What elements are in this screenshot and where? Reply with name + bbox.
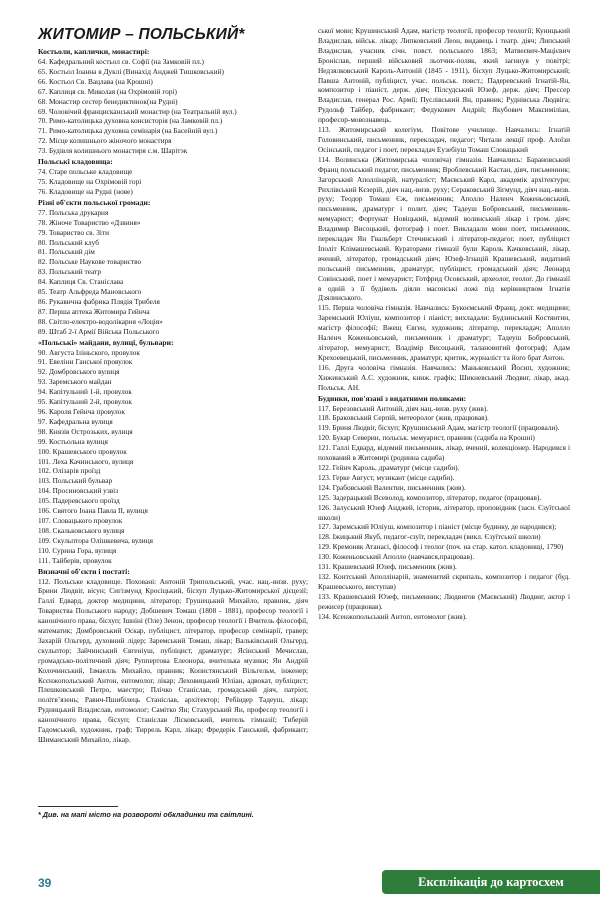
list-item: 93. Заремського майдан bbox=[38, 377, 112, 387]
list-item: 82. Польське Наукове товариство bbox=[38, 257, 142, 267]
list-item: 115. Перша чоловіча гімназія. Навчались: Букоємський Франц, докт. медицини; Заремський Юліуш, композитор і піаніст; вихладали: Будзинський Костянтин, магістр філософії; Вжещ Євген, художник; літератор, перекладач; Аполло Наленч Коженьовський, письменник і драматург; Тадеуш Бобровський, літератор, мемуарист; Владімір Висоцький, талановитий фотограф; Адам Крехоевецький, письменник, драматург, критик, журналіст та його брат Антон. bbox=[318, 303, 570, 362]
list-item: 88. Світло-електро-водолікарня «Лоція» bbox=[38, 316, 163, 326]
right-sections bbox=[318, 26, 570, 621]
list-item: 80. Польський клуб bbox=[38, 237, 99, 247]
list-item: 87. Перша аптека Житомира Гейнча bbox=[38, 306, 150, 316]
list-item: 94. Капітульний 1-й, провулок bbox=[38, 387, 132, 397]
list-item: 97. Кафедральна вулиця bbox=[38, 416, 113, 426]
section-heading: Будинки, пов'язані з видатними поляками: bbox=[318, 393, 467, 403]
list-item: 117. Березовський Антоній, діяч нац.-визв. руху (жив). bbox=[318, 403, 489, 413]
list-item: 78. Жіноче Товариство «Дзвиня» bbox=[38, 217, 141, 227]
right-column bbox=[318, 26, 570, 621]
list-item: 98. Князів Острозьких, вулиця bbox=[38, 426, 133, 436]
list-item: 70. Римо-католицька духовна консисторія (на Замковій пл.) bbox=[38, 116, 223, 126]
list-item: 84. Каплиця Св. Станіслава bbox=[38, 277, 124, 287]
list-item: 99. Костьольна вулиця bbox=[38, 436, 108, 446]
list-item: 132. Контський Аполлінарій, знаменитий скрипаль, композитор і педагог (буд. Крашевського, виступав) bbox=[318, 571, 570, 591]
list-item: 100. Крашевського провулок bbox=[38, 446, 127, 456]
list-item: 71. Римо-католицька духовна семінарія (на Басейній вул.) bbox=[38, 126, 218, 136]
page-number: 39 bbox=[38, 876, 52, 890]
left-column bbox=[38, 26, 308, 745]
list-item: 114. Волинська (Житомирська чоловіча) гімназія. Навчались: Барановський Франц польський педагог, письменник; Вроблевський Кастан, діяч, письменник; Загорський Аполлінарій, натураліст; Маєвський Карл, академік архітектури; Рихлівський Кєзерій, діяч нац.-визв. руху; Сераковський Зігмунд, діяч нац.-визв. руху; Теодор Томаш Єж, письменник; Аполло Наленч Коженьовський, письменник, драматург і полит. діяч; Тадеуш Бобровський, письменник-мемуарист; Фортунат Новіцький, відомий волинський лікар і гром. діяч; Владимир Висоцький, фотограф і поет. Викладали мови поет, письменник, перекладач Ян Гвальберт Стечинський і літератор-педагог, поет, публіцист Іполіт Клімашевський. Кураторами гімназії були Кароль Качковський, лікар, вчений, літератор, громадський діяч; Юзеф-Ігнацій Крашевський, видатний польський письменник, драматург, публіцист, громадський діяч; Леонард Совінський, поет і мемуарист; Готфрид Осовський, археолог, геолог. До гімназії в одній з її будівель діяли масонські ложі під керівництвом Ігнатія Дзялинського. bbox=[318, 154, 570, 303]
list-item: 95. Капітульний 2-й, провулок bbox=[38, 397, 132, 407]
list-item: 106. Святого Іоана Павла II, вулиця bbox=[38, 506, 148, 516]
list-item: 86. Рукавична фабрика Плядія Трибеля bbox=[38, 296, 160, 306]
list-item: 72. Місце колишнього жіночого монастиря bbox=[38, 136, 172, 146]
section-heading: Різні об'єкти польської громади: bbox=[38, 197, 151, 207]
list-item: 65. Костьол Іоанна в Дуклі (Винахiд Анджей Тишковський) bbox=[38, 66, 224, 76]
list-item: 91. Евеліни Ганської провулок bbox=[38, 357, 133, 367]
list-item: 125. Задерацький Всеволод, композитор, літератор, педагог (працював). bbox=[318, 492, 542, 502]
list-item: 92. Домбровського вулиця bbox=[38, 367, 120, 377]
list-item: 108. Скальковського вулиця bbox=[38, 525, 125, 535]
list-item: 129. Кремоняк Атанасі, філософ і теолог (поч. на стар. катол. кладовищі, 1790) bbox=[318, 542, 564, 552]
list-item: 74. Старе польське кладовище bbox=[38, 167, 133, 177]
left-sections bbox=[38, 47, 308, 745]
list-item: 133. Крашевський Юзеф, письменник; Людвигов (Маєвський) Людвиг, актор і режисер (працював). bbox=[318, 591, 570, 611]
list-item: 109. Скульптора Олішкевича, вулиця bbox=[38, 535, 153, 545]
list-item: 102. Олізарів проїзд bbox=[38, 466, 101, 476]
list-item: 75. Кладовище на Охрімовій горі bbox=[38, 176, 142, 186]
list-item: 69. Чоловічий францисканський монастир (на Театральній вул.) bbox=[38, 106, 237, 116]
list-item: 124. Грабовський Валентин, письменник (жив). bbox=[318, 482, 466, 492]
list-item: 83. Польський театр bbox=[38, 267, 101, 277]
section-heading: Польські кладовища: bbox=[38, 157, 113, 167]
list-item: 112. Польське кладовище. Поховані: Антоній Трипольський, учас. нац.-визв. руху; Брини Людвіг, вісун; Сигізмунд Кросіцький, бісхуп Луцько-Житомирської дієцезії; Галлі Едвард, доктор медицини, літератор; Грушецький Михайло, правник, діяч Товариства Польського народу; Добшевич Томаш (1808 - 1881), професор теології і канонічного права, бісхуп; Ішніні (Оле) Зенон, професор теології і Вчитель філософії, математик; Домбровський Оскар, публіцист, літератор, професор семінарії, гравер; Захарій Ольгерд, духовний лідер; Заремський Томаш, лікар; Вальківський Ольгерд, скульптор; Зайчинський Євгеніуш, публіцист, драматург; Ясінський Мечислав, громадсько-політичний діяч; Руппертова Елеонора, вчителька музики; Ян Андрій Колочинський, Ізмаелль Михайло, правник; Копистянський Вільгельм, інженер; Ксєнжопольський Антон, ентомолог, лікар; Леховицький Юліан, адвокат, публіцист; Плешковський Петро, маестро; Плічко Станіслав, громадський діяч, патріот, політвʼязень; Равич-Пшибілець Станіслав, архітектор; Ребіндер Тадеуш, лікар; Рудницький Владислав, ентомолог; Самітко Ян; Стахурський Ян, професор теології і канонічного права, бісхуп; Станіслав Лісковський, вчитель гімназії; Тиберій Гадомський, художник, граф; Тиррель Карл, лікар; Фредерік Ганський, фабрикант; Шиманський Михайло, лікар. bbox=[38, 576, 308, 744]
list-item: ської мови; Крушинський Адам, магістр теології, професор теології; Куницький Владислав, військ. лікар; Липковський Леон, видавець і театр. діяч; Липський Владислав, учасник січн. повст. польського 1863; Матвеєвич-Мацієвич Броніслав, перший військовий льотчик-поляк, який загинув у повітрі; Недзялковський Кароль-Антоній (1845 - 1911), бісхуп Луцько-Житомирський; Павша Антоній, публіцист, учас. польськ. повст.; Падеревський Ігнатій-Ян, композитор і піаніст, держ. діяч; Пілсудський Юзеф, держ. діяч; Прессер Владислав, генерал Рос. Армії; Пуслівський Ян, правник; Руднівська Людвіга; Рудольф Тайбер, фабрикант; Федукович Андрій; Якубович Максиміліан, професор-мовознавець. bbox=[318, 26, 570, 125]
list-item: 134. Ксенжопольський Антоп, ентомолог (жив). bbox=[318, 611, 467, 621]
page-title: ЖИТОМИР – ПОЛЬСЬКИЙ* bbox=[38, 26, 245, 43]
list-item: 111. Тайберів, провулок bbox=[38, 555, 112, 565]
list-item: 116. Друга чоловіча гімназія. Навчались: Маньковський Йосип, художник; Хижинський А.С. художник, книж. графік; Шикневський Людвиг, лікар, акад. Польськ. АН. bbox=[318, 362, 570, 392]
list-item: 118. Браковський Серпій, метеоролог (жив, працював). bbox=[318, 413, 489, 423]
list-item: 105. Падеревського проїзд bbox=[38, 496, 120, 506]
list-item: 127. Заремський Юліуш, композитор і піаніст (місце будинку, де народився); bbox=[318, 522, 557, 532]
section-heading: Костьоли, каплички, монастирі: bbox=[38, 47, 150, 56]
list-item: 73. Будівля колишнього монастиря с.м. Шарітэк bbox=[38, 146, 188, 156]
list-item: 76. Кладовище на Рудні (нове) bbox=[38, 186, 133, 196]
list-item: 113. Житомирський колегіум, Повітове училище. Навчались: Ігнатій Головинський, письменник, перекладач, педагог; Читали лекції проф. Алоїзи Осінський, педагог і поет, перекладач Еузебіуш Томаш Словацький bbox=[318, 125, 570, 154]
list-item: 110. Сурина Гора, вулиця bbox=[38, 545, 117, 555]
list-item: 64. Кафедральний костьол св. Софії (на Замковій пл.) bbox=[38, 57, 204, 66]
list-item: 68. Монастир сестер бенедиктинок(на Рудні) bbox=[38, 96, 178, 106]
list-item: 90. Августа Іліньского, провулок bbox=[38, 347, 140, 357]
list-item: 131. Крашевський Юзеф, письменник (жив). bbox=[318, 562, 457, 572]
list-item: 77. Польська друкарня bbox=[38, 207, 109, 217]
list-item: 130. Коженьовський Аполло (навчався,працював). bbox=[318, 552, 475, 562]
list-item: 128. Іжицький Якуб, педагог-єзуїт, перекладач (викл. Єзуїтської школи) bbox=[318, 532, 541, 542]
list-item: 107. Словацького провулок bbox=[38, 515, 123, 525]
list-item: 79. Товариство св. Зіти bbox=[38, 227, 110, 237]
list-item: 101. Леха Качинського, вулиця bbox=[38, 456, 134, 466]
footnote: * Див. на мапі місто на розвороті обкладинки та світлині. bbox=[38, 810, 254, 819]
footnote-rule bbox=[38, 806, 118, 807]
list-item: 66. Костьол Св. Вацлава (на Крошні) bbox=[38, 76, 153, 86]
list-item: 81. Польський дім bbox=[38, 247, 95, 257]
list-item: 67. Каплиця св. Миколая (на Охрімовій горі) bbox=[38, 86, 177, 96]
list-item: 126. Залуський Юзеф Анджей, історик, літератор, проповідник (засн. Єзуїтської школи) bbox=[318, 502, 570, 522]
section-heading: «Польські» майдани, вулиці, бульвари: bbox=[38, 337, 174, 347]
left-margin bbox=[0, 0, 26, 915]
list-item: 119. Бриня Людвіг, бісхуп; Крушинський Адам, магістр теології (працювали). bbox=[318, 423, 560, 433]
explication-banner: Експлікація до картосхем bbox=[382, 870, 600, 894]
list-item: 120. Букар Северин, польськ. мемуарист, правник (садиба на Крошні) bbox=[318, 433, 535, 443]
list-item: 85. Театр Альфреда Мановського bbox=[38, 287, 142, 297]
list-item: 121. Галлі Едвард, відомий письменник, лікар, вчений, колекціонер. Народився і похований в Житомирі (родинна садиба) bbox=[318, 443, 570, 463]
list-item: 103. Польський бульвар bbox=[38, 476, 113, 486]
list-item: 104. Просиновський узвіз bbox=[38, 486, 119, 496]
list-item: 123. Герке Август, музикант (місце садиби). bbox=[318, 472, 455, 482]
list-item: 122. Гейнч Кароль, драматург (місце садиби). bbox=[318, 462, 460, 472]
section-heading: Визначні об'єкти і постаті: bbox=[38, 566, 130, 576]
list-item: 96. Кароля Гейнча провулок bbox=[38, 407, 125, 416]
list-item: 89. Штаб 2-ї Армії Війська Польського bbox=[38, 326, 160, 336]
